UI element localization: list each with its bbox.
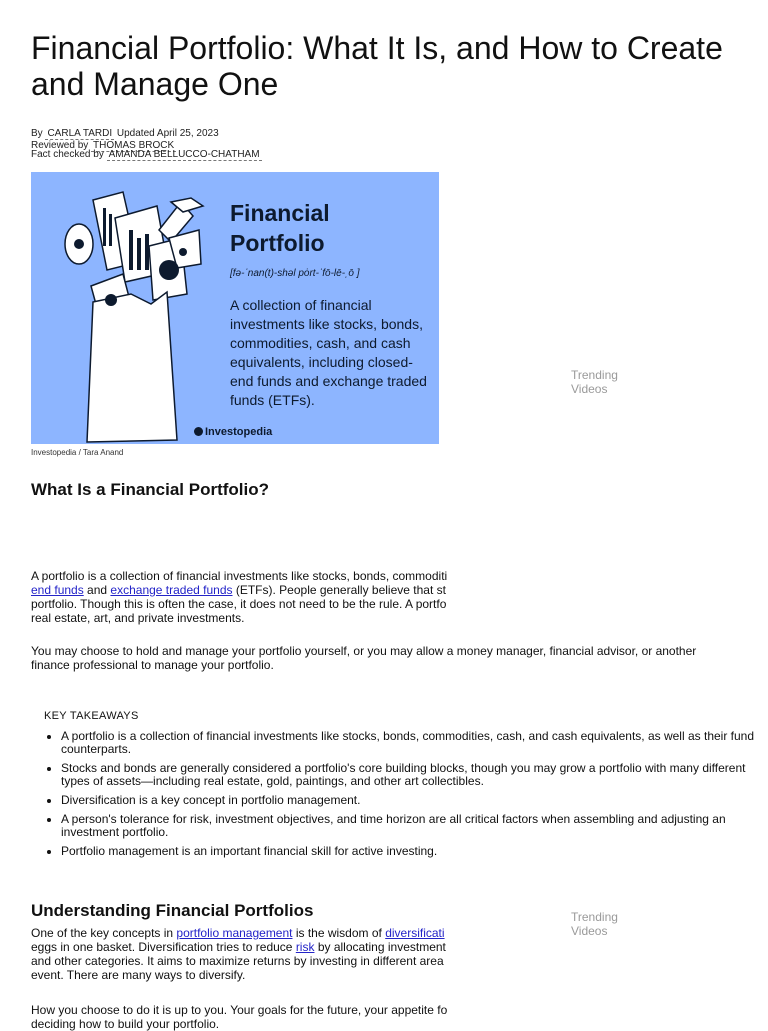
portfolio-illustration	[31, 172, 221, 444]
diversification-link[interactable]: diversificati	[385, 926, 445, 940]
etf-link[interactable]: exchange traded funds	[110, 583, 233, 597]
key-takeaways-list	[31, 730, 761, 864]
factcheck-line	[31, 149, 262, 161]
hero-image	[31, 172, 439, 444]
list-item: • A person's tolerance for risk, investment objectives, and time horizon are all critical factors when assembling and adjusting an investment portfolio.	[61, 813, 761, 839]
diversify-paragraph: How you choose to do it is up to you. Your goals for the future, your appetite fo deciding how to build your portfolio.	[31, 1003, 448, 1031]
list-item: • Diversification is a key concept in portfolio management.	[61, 794, 761, 807]
list-item: • A portfolio is a collection of financial investments like stocks, bonds, commodities, cash, and cash equivalents, as well as their fund counterparts.	[61, 730, 761, 756]
factcheck-label: Fact checked by	[31, 149, 104, 160]
hero-definition: A collection of financial investments like stocks, bonds, commodities, cash, and cash equivalents, including closed-end funds and exchange traded funds (ETFs).	[230, 297, 427, 408]
updated-date: Updated April 25, 2023	[116, 128, 219, 139]
closed-end-funds-link[interactable]: end funds	[31, 583, 84, 597]
section-heading-understanding: Understanding Financial Portfolios	[31, 901, 314, 920]
list-item: • Portfolio management is an important financial skill for active investing.	[61, 845, 761, 858]
investopedia-logo: Investopedia	[194, 426, 272, 438]
understanding-paragraph: One of the key concepts in portfolio management is the wisdom of diversificati eggs in one basket. Diversification tries to reduce risk by allocating investment and other categories. It aims to maximize returns by investing in different area event. There are many ways to diversify.	[31, 926, 446, 982]
portfolio-management-link[interactable]: portfolio management	[176, 926, 293, 940]
author-line	[31, 128, 262, 140]
factchecker-link[interactable]: AMANDA BELLUCCO-CHATHAM	[108, 149, 260, 160]
risk-link[interactable]: risk	[295, 940, 315, 954]
manage-paragraph: You may choose to hold and manage your portfolio yourself, or you may allow a money manager, financial advisor, or another finance professional to manage your portfolio.	[31, 644, 697, 672]
hero-heading: Financial Portfolio	[230, 200, 330, 256]
image-caption: Investopedia / Tara Anand	[31, 448, 124, 457]
section-heading-what-is: What Is a Financial Portfolio?	[31, 480, 270, 499]
key-takeaways-title: KEY TAKEAWAYS	[44, 710, 139, 722]
trending-videos-widget[interactable]: Trending Videos	[571, 368, 618, 396]
by-label: By	[31, 128, 43, 139]
byline	[31, 128, 262, 161]
intro-paragraph: A portfolio is a collection of financial investments like stocks, bonds, commoditi end funds and exchange traded funds (ETFs). People generally believe that st portfolio. Though this is often the case, it does not need to be the rule. A portfo real estate, art, and private investments.	[31, 569, 448, 625]
trending-videos-widget-lower[interactable]: Trending Videos	[571, 910, 618, 938]
reviewer-link[interactable]: THOMAS BROCK	[93, 140, 175, 151]
list-item: • Stocks and bonds are generally considered a portfolio's core building blocks, though you may grow a portfolio with many different types of assets—including real estate, gold, paintings, and other art collectibles.	[61, 762, 761, 788]
reviewed-label: Reviewed by	[31, 140, 89, 151]
hero-pronunciation: [fə-ˈnan(t)-shəl pȯrt-ˈfō-lē-ˌō ]	[230, 268, 360, 279]
logo-icon	[194, 427, 203, 436]
author-link[interactable]: CARLA TARDI	[47, 128, 113, 139]
article-title: Financial Portfolio: What It Is, and How to Create and Manage One	[31, 30, 723, 102]
